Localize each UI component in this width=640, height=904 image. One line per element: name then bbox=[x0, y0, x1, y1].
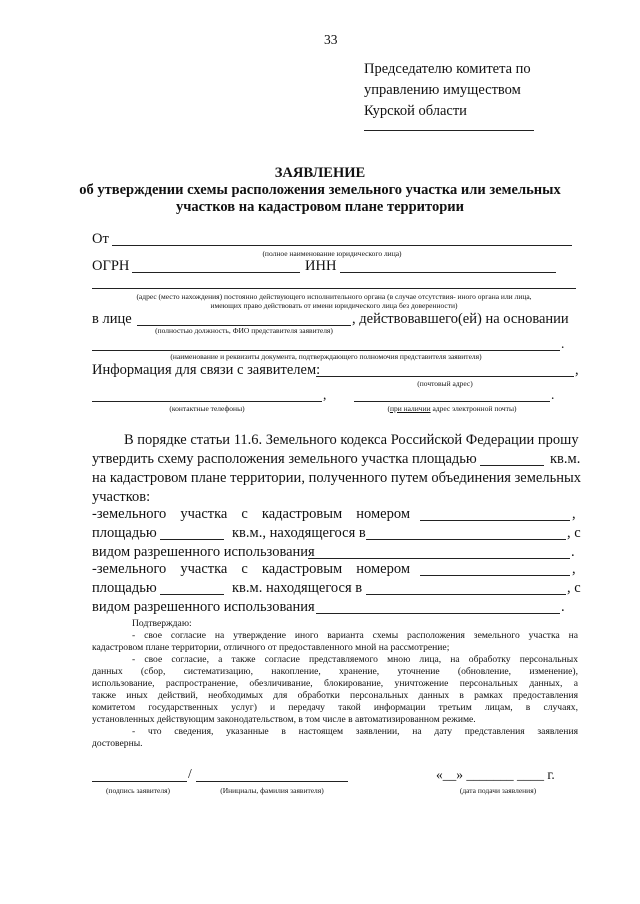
email-field[interactable] bbox=[354, 401, 550, 402]
inn-field[interactable] bbox=[340, 272, 556, 273]
addressee-blank-line[interactable] bbox=[364, 130, 534, 131]
document-subtitle-2: участков на кадастровом плане территории bbox=[176, 199, 464, 215]
plot1-area-field[interactable] bbox=[160, 539, 224, 540]
postal-address-field[interactable] bbox=[316, 376, 574, 377]
plot1-location-label: кв.м., находящегося в bbox=[232, 525, 366, 541]
consent-2-line-3: использование, распространение, обезличивание, блокирование, уничтожение персональных данных, а bbox=[92, 678, 578, 689]
plot2-line2-end: , с bbox=[567, 580, 581, 596]
signature-field[interactable] bbox=[92, 781, 187, 782]
consent-2-line-5: комитетом государственных услуг) и передачу такой информации третьим лицам, в случаях, bbox=[92, 702, 578, 713]
document-subtitle-1: об утверждении схемы расположения земельного участка или земельных bbox=[79, 182, 561, 198]
consent-2-line-1: - свое согласие, а также согласие представляемого мною лица, на обработку персональных bbox=[132, 654, 578, 665]
consent-3-line-1: - что сведения, указанные в настоящем заявлении, на дату представления заявления bbox=[132, 726, 578, 737]
plot2-location-label: кв.м. находящегося в bbox=[232, 580, 363, 596]
confirm-heading: Подтверждаю: bbox=[132, 618, 192, 629]
person-caption: (полностью должность, ФИО представителя заявителя) bbox=[155, 326, 333, 335]
filing-date-field[interactable]: «__» _______ ____ г. bbox=[436, 767, 555, 782]
from-caption: (полное наименование юридического лица) bbox=[262, 249, 402, 258]
consent-2-line-4: также иных действий, необходимых для обработки персональных данных в рамках предоставления bbox=[92, 690, 578, 701]
authority-document-caption: (наименование и реквизиты документа, подтверждающего полномочия представителя заявителя) bbox=[170, 352, 482, 361]
plot1-line1-end: , bbox=[572, 506, 576, 522]
person-label: в лице bbox=[92, 311, 132, 327]
contact-info-label: Информация для связи с заявителем: bbox=[92, 362, 321, 378]
area-unit: кв.м. bbox=[550, 451, 581, 467]
area-field[interactable] bbox=[480, 465, 544, 466]
from-field[interactable] bbox=[112, 245, 572, 246]
from-label: От bbox=[92, 231, 109, 247]
consent-1-line-1: - свое согласие на утверждение иного варианта схемы расположения земельного участка на bbox=[132, 630, 578, 641]
email-end: . bbox=[551, 387, 555, 402]
consent-1-line-2: кадастровом плане территории, отличного от предоставленного мной на рассмотрение; bbox=[92, 642, 450, 653]
plot1-line2-end: , с bbox=[567, 525, 581, 541]
email-caption-open: ( bbox=[387, 404, 390, 413]
request-line-4: участков: bbox=[92, 489, 151, 505]
consent-2-line-6: установленных действующим законодательством, в том числе в автоматизированном режиме. bbox=[92, 714, 476, 725]
authority-document-end: . bbox=[561, 336, 565, 351]
plot1-permitted-use-field[interactable] bbox=[308, 558, 570, 559]
plot2-cadastral-field[interactable] bbox=[420, 575, 570, 576]
plot1-location-field[interactable] bbox=[366, 539, 566, 540]
ogrn-field[interactable] bbox=[132, 272, 300, 273]
phones-comma: , bbox=[323, 387, 327, 402]
plot2-line3-end: . bbox=[561, 599, 565, 615]
request-line-3: на кадастровом плане территории, полученного путем объединения земельных bbox=[92, 470, 581, 486]
address-caption-2: имеющих право действовать от имени юридического лица без доверенности) bbox=[210, 301, 458, 310]
plot1-permitted-use-label: видом разрешенного использования bbox=[92, 544, 315, 560]
contact-comma: , bbox=[575, 362, 579, 378]
addressee-line-3: Курской области bbox=[364, 103, 467, 119]
email-caption-rest: адрес электронной почты) bbox=[430, 404, 517, 413]
plot2-permitted-use-label: видом разрешенного использования bbox=[92, 599, 315, 615]
filing-date-caption: (дата подачи заявления) bbox=[459, 786, 537, 795]
plot2-permitted-use-field[interactable] bbox=[316, 613, 560, 614]
page-number: 33 bbox=[324, 32, 338, 47]
addressee-line-2: управлению имуществом bbox=[364, 82, 521, 98]
email-caption bbox=[354, 404, 550, 413]
plot2-cadastral-label: -земельного участка с кадастровым номером bbox=[92, 561, 410, 577]
plot2-area-field[interactable] bbox=[160, 594, 224, 595]
plot1-area-label: площадью bbox=[92, 525, 157, 541]
applicant-name-field[interactable] bbox=[196, 781, 348, 782]
plot2-location-field[interactable] bbox=[366, 594, 566, 595]
acting-basis-label: , действовавшего(ей) на основании bbox=[352, 311, 569, 327]
signature-slash: / bbox=[188, 766, 192, 781]
ogrn-label: ОГРН bbox=[92, 258, 130, 274]
addressee-line-1: Председателю комитета по bbox=[364, 61, 531, 77]
phones-field[interactable] bbox=[92, 401, 322, 402]
request-line-2-text: утвердить схему расположения земельного участка площадью bbox=[92, 451, 477, 467]
address-field[interactable] bbox=[92, 288, 576, 289]
document-title: ЗАЯВЛЕНИЕ bbox=[274, 165, 366, 181]
authority-document-field[interactable] bbox=[92, 350, 560, 351]
plot2-area-label: площадью bbox=[92, 580, 157, 596]
plot1-line3-end: . bbox=[571, 544, 575, 560]
email-caption-underlined: при наличии bbox=[389, 404, 431, 413]
inn-label: ИНН bbox=[305, 258, 337, 274]
consent-3-line-2: достоверны. bbox=[92, 738, 143, 749]
plot1-cadastral-field[interactable] bbox=[420, 520, 570, 521]
address-caption-1: (адрес (место нахождения) постоянно действующего исполнительного органа (в случае отсутствия- иного органа или лица, bbox=[136, 292, 532, 301]
consent-2-line-2: данных (сбор, систематизацию, накопление, хранение, уточнение (обновление, изменение), bbox=[92, 666, 578, 677]
phones-caption: (контактные телефоны) bbox=[169, 404, 245, 413]
applicant-name-caption: (Инициалы, фамилия заявителя) bbox=[220, 786, 324, 795]
signature-caption: (подпись заявителя) bbox=[105, 786, 171, 795]
plot2-line1-end: , bbox=[572, 561, 576, 577]
plot1-cadastral-label: -земельного участка с кадастровым номером bbox=[92, 506, 410, 522]
request-line-1: В порядке статьи 11.6. Земельного кодекса Российской Федерации прошу bbox=[124, 432, 579, 448]
postal-address-caption: (почтовый адрес) bbox=[417, 379, 473, 388]
